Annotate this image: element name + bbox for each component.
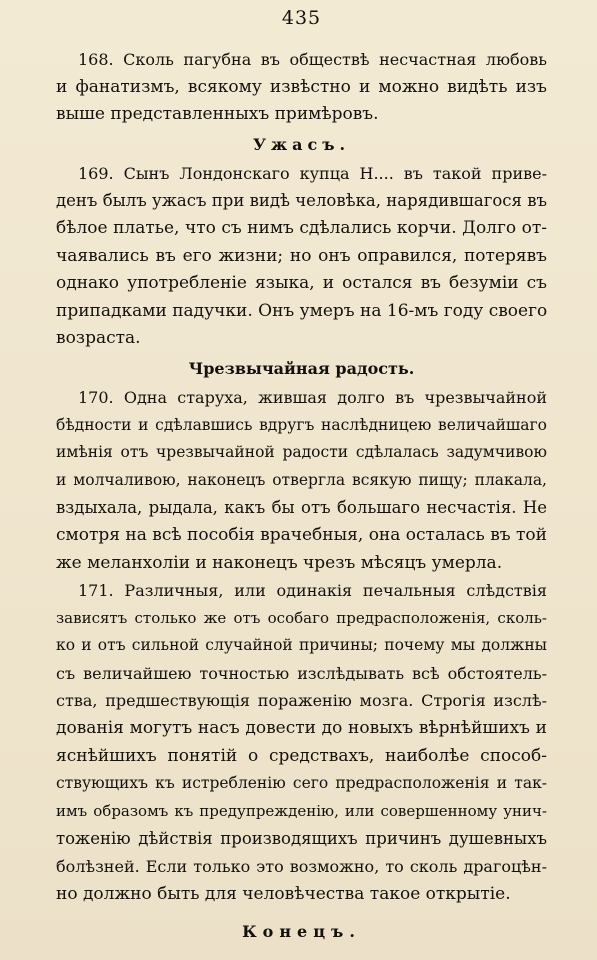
paragraph-line: 169. Сынъ Лондонскаго купца Н.... въ такой приве- xyxy=(78,163,547,183)
paragraph-line: же меланхоліи и наконецъ чрезъ мѣсяцъ умерла. xyxy=(56,552,503,573)
page-number: 435 xyxy=(281,7,322,29)
paragraph-line: 168. Сколь пагубна въ обществѣ несчастная любовь xyxy=(78,50,547,69)
paragraph-171 xyxy=(56,577,547,908)
paragraph-line: бѣдности и сдѣлавшись вдругъ наслѣдницею величайшаго xyxy=(56,415,547,434)
paragraph-line: смотря на всѣ пособія врачебныя, она осталась въ той xyxy=(56,524,547,545)
section-heading-joy: Чрезвычайная радость. xyxy=(188,358,415,378)
paragraph-line: 171. Различныя, или одинакія печальныя слѣдствія xyxy=(78,581,547,601)
paragraph-line: ства, предшествующія пораженію мозга. Строгія изслѣ- xyxy=(56,691,547,711)
paragraph-line: имъ образомъ къ предупрежденію, или совершенному унич- xyxy=(56,801,547,820)
paragraph-168 xyxy=(56,46,547,129)
paragraph-line: болѣзней. Если только это возможно, то сколь драгоцѣн- xyxy=(56,857,547,877)
paragraph-169 xyxy=(56,160,547,353)
paragraph-line: но должно быть для человѣчества такое открытіе. xyxy=(56,883,511,904)
paragraph-line: имѣнія отъ чрезвычайной радости сдѣлалась задумчивою xyxy=(56,443,547,462)
paragraph-line: однако употребленіе языка, и остался въ безуміи съ xyxy=(56,273,547,294)
paragraph-line: вздыхала, рыдала, какъ бы отъ большаго несчастія. Не xyxy=(56,498,547,518)
paragraph-line: яснѣйшихъ понятій о средствахъ, наиболѣе способ- xyxy=(56,745,547,766)
end-label: Конецъ. xyxy=(242,922,361,942)
paragraph-line: ко и отъ сильной случайной причины; почему мы должны xyxy=(56,636,547,655)
paragraph-line: бѣлое платье, что съ нимъ сдѣлались корчи. Долго от- xyxy=(56,217,547,238)
paragraph-line: денъ былъ ужасъ при видѣ человѣка, нарядившагося въ xyxy=(56,191,547,211)
paragraph-line: ствующихъ къ истребленію сего предрасположенія и так- xyxy=(56,774,547,793)
paragraph-line: съ величайшею точностью изслѣдывать всѣ обстоятель- xyxy=(56,663,547,683)
paragraph-170 xyxy=(56,384,547,577)
paragraph-line: и фанатизмъ, всякому извѣстно и можно видѣть изъ xyxy=(56,76,547,97)
paragraph-line: чаявались въ его жизни; но онъ оправился, потерявъ xyxy=(56,245,547,266)
section-heading-horror: Ужасъ. xyxy=(252,134,351,154)
paragraph-line: припадками падучки. Онъ умеръ на 16-мъ году своего xyxy=(56,300,548,321)
paragraph-line: выше представленныхъ примѣровъ. xyxy=(56,104,379,125)
paragraph-line: и молчаливою, наконецъ отвергла всякую пищу; плакала, xyxy=(56,470,547,489)
paragraph-line: зависятъ столько же отъ особаго предрасположенія, сколь- xyxy=(56,608,547,627)
paragraph-line: дованія могутъ насъ довести до новыхъ вѣрнѣйшихъ и xyxy=(56,718,547,739)
paragraph-line: тоженію дѣйствія производящихъ причинъ душевныхъ xyxy=(56,829,547,849)
paragraph-line: 170. Одна старуха, жившая долго въ чрезвычайной xyxy=(78,387,547,407)
paragraph-line: возраста. xyxy=(56,328,141,349)
